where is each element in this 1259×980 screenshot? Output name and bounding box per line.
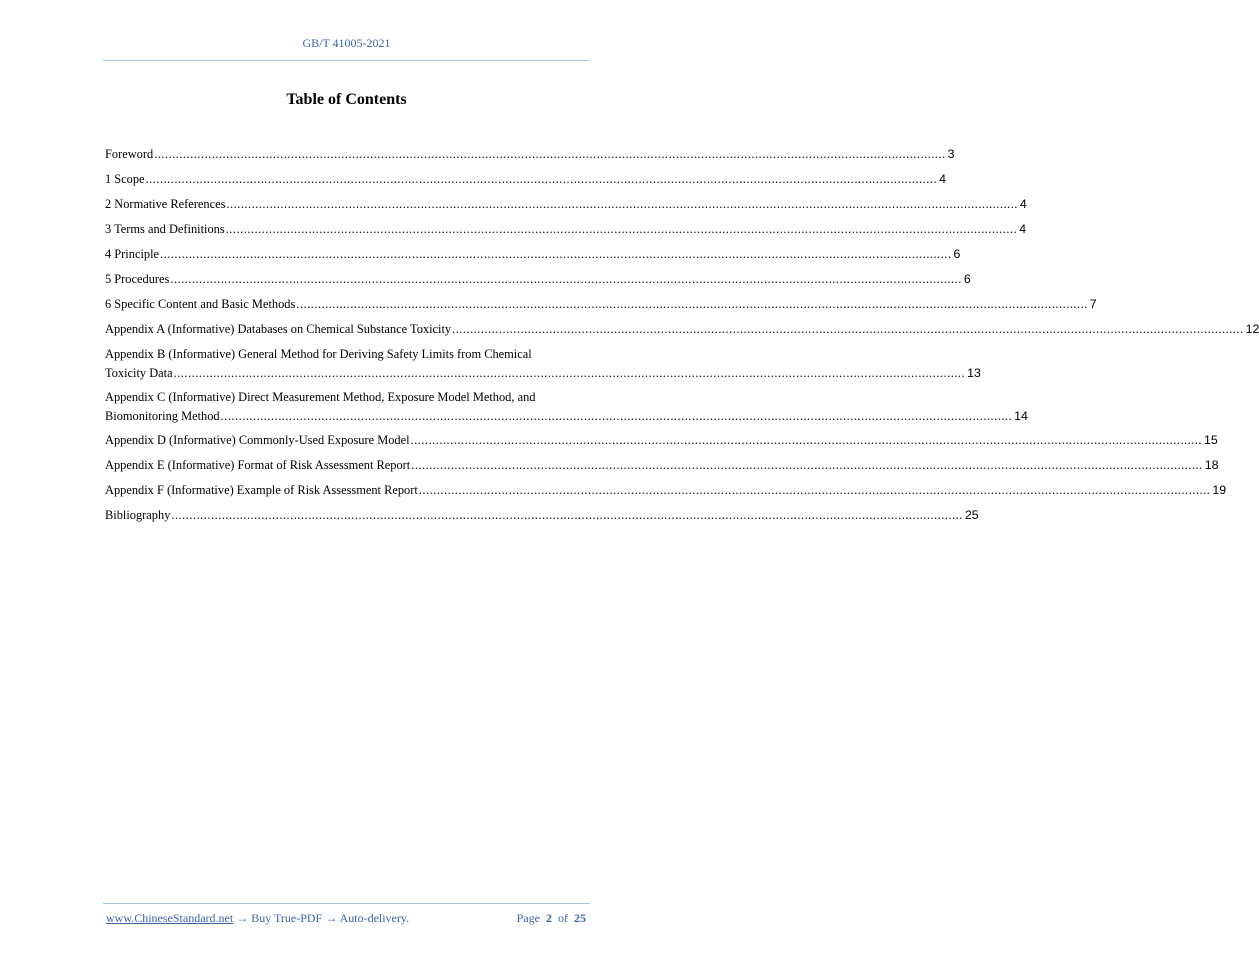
toc-dot-leader: ............................................................................................................................................................................................................................ bbox=[170, 272, 962, 286]
toc-entry[interactable] bbox=[105, 220, 1027, 245]
toc-entry[interactable] bbox=[105, 145, 955, 170]
toc-entry-title: Bibliography bbox=[105, 508, 171, 522]
header-divider bbox=[103, 60, 590, 61]
current-page: 2 bbox=[546, 911, 552, 925]
toc-entry[interactable] bbox=[105, 195, 1027, 220]
toc-entry-title-line1: Appendix B (Informative) General Method for Deriving Safety Limits from Chemical bbox=[105, 347, 532, 361]
toc-dot-leader: ............................................................................................................................................................................................................................ bbox=[171, 508, 963, 522]
toc-entry-title: Foreword bbox=[105, 147, 154, 161]
toc-page-number: 4 bbox=[1019, 197, 1027, 211]
toc-entry[interactable] bbox=[105, 456, 1219, 481]
toc-entry-title: 3 Terms and Definitions bbox=[105, 222, 225, 236]
toc-page-number: 4 bbox=[939, 172, 946, 186]
toc-entry-title: 4 Principle bbox=[105, 247, 160, 261]
toc-page-number: 13 bbox=[967, 366, 981, 380]
toc-entry-title: 1 Scope bbox=[105, 172, 145, 186]
toc-entry-title: 2 Normative References bbox=[105, 197, 226, 211]
toc-entry-title: 5 Procedures bbox=[105, 272, 170, 286]
toc-dot-leader: ............................................................................................................................................................................................................................ bbox=[220, 409, 1013, 423]
toc-page-number: 4 bbox=[1019, 222, 1027, 236]
toc-page-number: 3 bbox=[947, 147, 955, 161]
toc-dot-leader: ............................................................................................................................................................................................................................ bbox=[225, 222, 1018, 236]
toc-entry[interactable] bbox=[105, 345, 981, 388]
toc-dot-leader: ............................................................................................................................................................................................................................ bbox=[154, 147, 946, 161]
page-word: Page bbox=[516, 911, 540, 925]
table-of-contents bbox=[105, 145, 1259, 531]
toc-dot-leader: ............................................................................................................................................................................................................................ bbox=[411, 458, 1203, 472]
toc-dot-leader: ............................................................................................................................................................................................................................ bbox=[145, 172, 938, 186]
toc-page-number: 15 bbox=[1204, 433, 1218, 447]
toc-entry[interactable] bbox=[105, 170, 946, 195]
toc-page-number: 25 bbox=[964, 508, 979, 522]
toc-page-number: 6 bbox=[953, 247, 961, 261]
toc-page-number: 18 bbox=[1204, 458, 1219, 472]
toc-entry[interactable] bbox=[105, 320, 1259, 345]
toc-entry[interactable] bbox=[105, 481, 1227, 506]
footer-divider bbox=[103, 903, 590, 904]
toc-entry-title: Appendix E (Informative) Format of Risk Assessment Report bbox=[105, 458, 411, 472]
toc-dot-leader: ............................................................................................................................................................................................................................ bbox=[160, 247, 952, 261]
toc-entry-title-line2: Biomonitoring Method bbox=[105, 409, 220, 423]
page-footer bbox=[106, 911, 586, 926]
toc-entry[interactable] bbox=[105, 388, 1028, 431]
toc-entry[interactable] bbox=[105, 270, 971, 295]
toc-entry[interactable] bbox=[105, 506, 979, 531]
website-link[interactable]: www.ChineseStandard.net bbox=[106, 911, 234, 925]
toc-dot-leader: ............................................................................................................................................................................................................................ bbox=[452, 322, 1244, 336]
total-pages: 25 bbox=[574, 911, 586, 925]
toc-dot-leader: ............................................................................................................................................................................................................................ bbox=[410, 433, 1203, 447]
footer-promo-text: → Buy True-PDF → Auto-delivery. bbox=[233, 911, 410, 925]
toc-entry-title: Appendix A (Informative) Databases on Chemical Substance Toxicity bbox=[105, 322, 452, 336]
toc-page-number: 6 bbox=[963, 272, 971, 286]
toc-dot-leader: ............................................................................................................................................................................................................................ bbox=[226, 197, 1018, 211]
toc-entry-title: Appendix D (Informative) Commonly-Used Exposure Model bbox=[105, 433, 410, 447]
toc-entry-title: 6 Specific Content and Basic Methods bbox=[105, 297, 296, 311]
page-title: Table of Contents bbox=[286, 91, 407, 108]
toc-entry-title: Appendix F (Informative) Example of Risk Assessment Report bbox=[105, 483, 418, 497]
of-word: of bbox=[558, 911, 568, 925]
toc-entry-title-line1: Appendix C (Informative) Direct Measurement Method, Exposure Model Method, and bbox=[105, 390, 536, 404]
toc-page-number: 12 bbox=[1245, 322, 1259, 336]
toc-entry[interactable] bbox=[105, 245, 961, 270]
toc-entry[interactable] bbox=[105, 431, 1218, 456]
page-number bbox=[517, 911, 586, 926]
running-header: GB/T 41005-2021 bbox=[302, 36, 391, 50]
toc-page-number: 14 bbox=[1014, 409, 1028, 423]
footer-left bbox=[106, 911, 409, 926]
toc-dot-leader: ............................................................................................................................................................................................................................ bbox=[418, 483, 1211, 497]
toc-page-number: 7 bbox=[1089, 297, 1097, 311]
toc-entry[interactable] bbox=[105, 295, 1097, 320]
toc-entry-title-line2: Toxicity Data bbox=[105, 366, 173, 380]
toc-dot-leader: ............................................................................................................................................................................................................................ bbox=[173, 366, 966, 380]
toc-page-number: 19 bbox=[1212, 483, 1227, 497]
toc-dot-leader: ............................................................................................................................................................................................................................ bbox=[296, 297, 1088, 311]
